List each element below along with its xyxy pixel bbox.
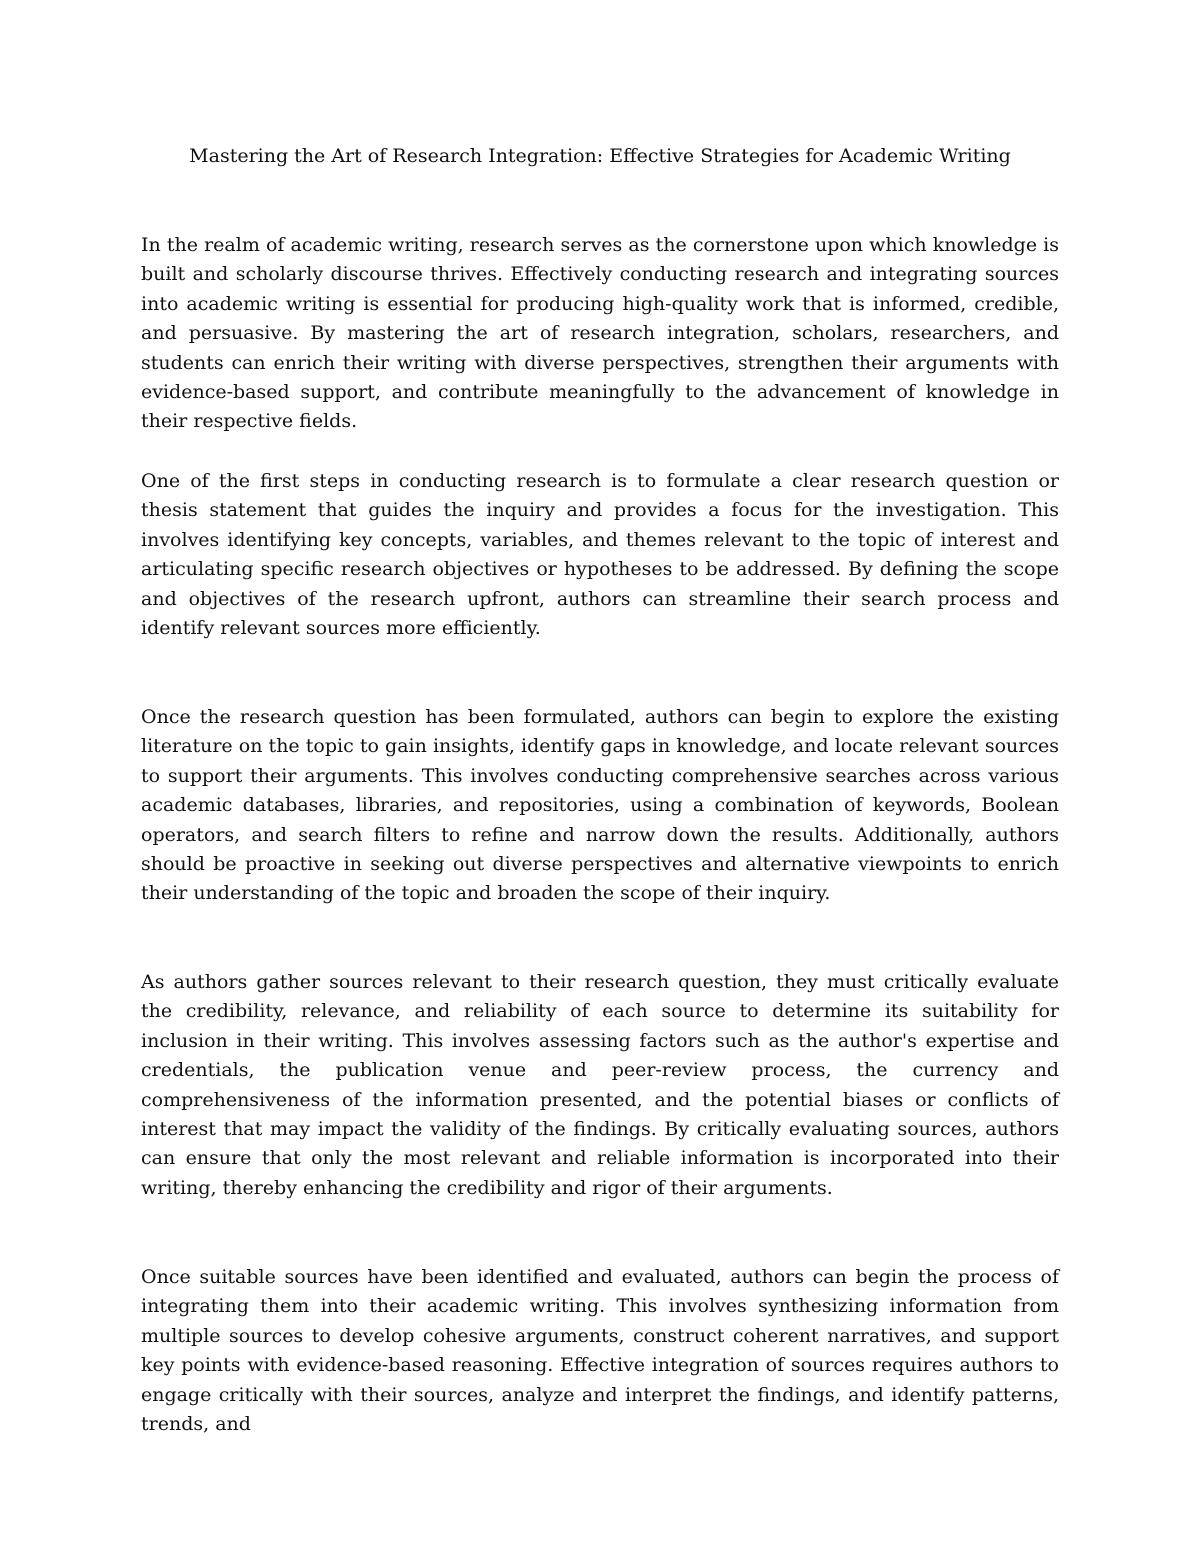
paragraph-source-integration: Once suitable sources have been identified and evaluated, authors can begin the process of integrating them into their academic writing. This involves synthesizing information from multiple sources to develop cohesive arguments, construct coherent narratives, and support key points with evidence-based reasoning. Effective integration of sources requires authors to engage critically with their sources, analyze and interpret the findings, and identify patterns, trends, and — [141, 1266, 1059, 1436]
paragraph-literature-search: Once the research question has been formulated, authors can begin to explore the existing literature on the topic to gain insights, identify gaps in knowledge, and locate relevant sources to support their arguments. This involves conducting comprehensive searches across various academic databases, libraries, and repositories, using a combination of keywords, Boolean operators, and search filters to refine and narrow down the results. Additionally, authors should be proactive in seeking out diverse perspectives and alternative viewpoints to enrich their understanding of the topic and broaden the scope of their inquiry. — [141, 706, 1059, 905]
paragraph-introduction: In the realm of academic writing, research serves as the cornerstone upon which knowledge is built and scholarly discourse thrives. Effectively conducting research and integrating sources into academic writing is essential for producing high-quality work that is informed, credible, and persuasive. By mastering the art of research integration, scholars, researchers, and students can enrich their writing with diverse perspectives, strengthen their arguments with evidence-based support, and contribute meaningfully to the advancement of knowledge in their respective fields. — [141, 234, 1059, 433]
paragraph-source-evaluation: As authors gather sources relevant to their research question, they must critically evaluate the credibility, relevance, and reliability of each source to determine its suitability for inclusion in their writing. This involves assessing factors such as the author's expertise and credentials, the publication venue and peer-review process, the currency and comprehensiveness of the information presented, and the potential biases or conflicts of interest that may impact the validity of the findings. By critically evaluating sources, authors can ensure that only the most relevant and reliable information is incorporated into their writing, thereby enhancing the credibility and rigor of their arguments. — [141, 971, 1059, 1199]
paragraph-research-question: One of the first steps in conducting research is to formulate a clear research question or thesis statement that guides the inquiry and provides a focus for the investigation. This involves identifying key concepts, variables, and themes relevant to the topic of interest and articulating specific research objectives or hypotheses to be addressed. By defining the scope and objectives of the research upfront, authors can streamline their search process and identify relevant sources more efficiently. — [141, 470, 1059, 640]
document-title: Mastering the Art of Research Integration: Effective Strategies for Academic Writing — [189, 145, 1011, 167]
